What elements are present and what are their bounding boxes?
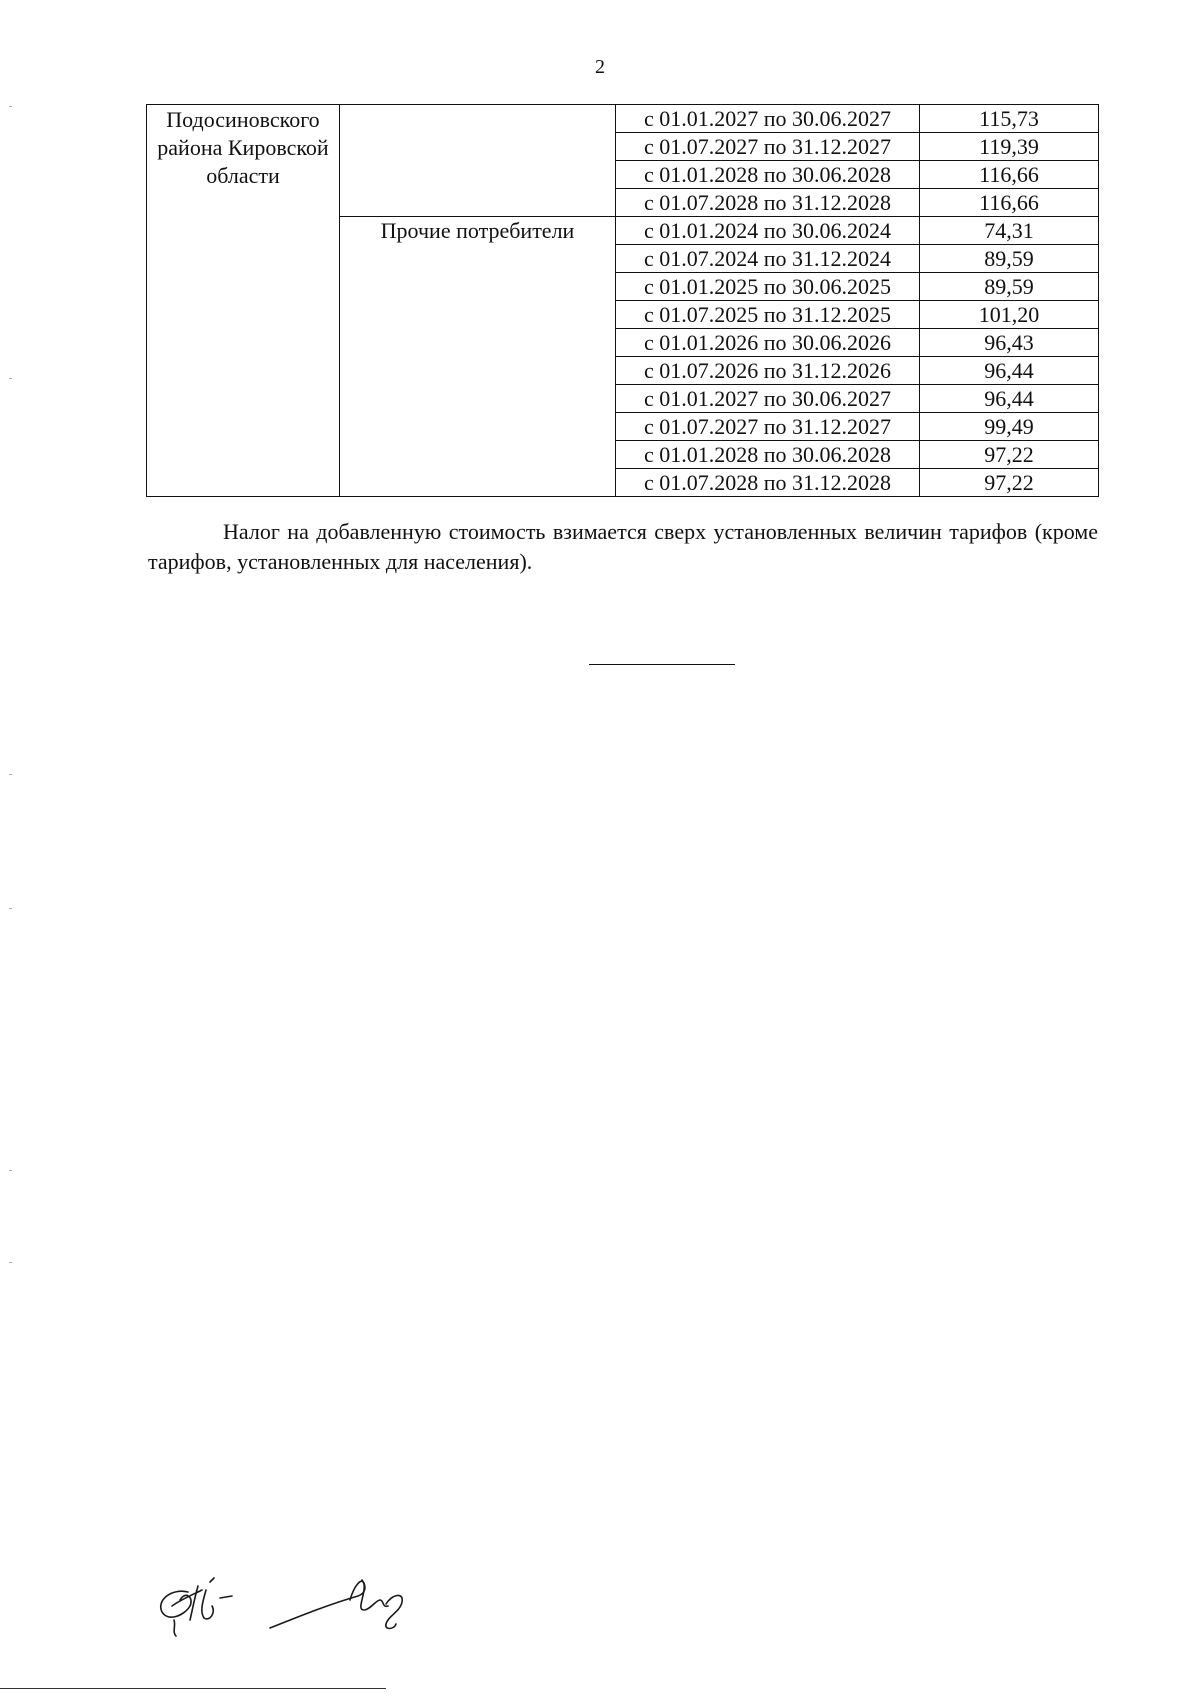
tariff-value-cell: 116,66 <box>920 189 1099 217</box>
tariff-value-cell: 101,20 <box>920 301 1099 329</box>
tariff-value-cell: 96,44 <box>920 357 1099 385</box>
tariff-value-cell: 115,73 <box>920 105 1099 133</box>
period-cell: с 01.01.2028 по 30.06.2028 <box>616 441 920 469</box>
page-number: 2 <box>595 56 605 78</box>
signature-marks <box>150 1560 430 1640</box>
period-cell: с 01.01.2024 по 30.06.2024 <box>616 217 920 245</box>
tariff-value-cell: 89,59 <box>920 273 1099 301</box>
period-cell: с 01.01.2028 по 30.06.2028 <box>616 161 920 189</box>
tariff-value-cell: 96,44 <box>920 385 1099 413</box>
scan-margin-mark <box>9 106 12 107</box>
consumer-group-cell <box>340 105 616 217</box>
tariff-value-cell: 89,59 <box>920 245 1099 273</box>
consumer-group-cell: Прочие потребители <box>340 217 616 497</box>
period-cell: с 01.07.2026 по 31.12.2026 <box>616 357 920 385</box>
period-cell: с 01.07.2025 по 31.12.2025 <box>616 301 920 329</box>
tariff-table <box>146 104 1099 497</box>
tariff-value-cell: 97,22 <box>920 441 1099 469</box>
period-cell: с 01.07.2028 по 31.12.2028 <box>616 469 920 497</box>
period-cell: с 01.07.2027 по 31.12.2027 <box>616 133 920 161</box>
period-cell: с 01.07.2027 по 31.12.2027 <box>616 413 920 441</box>
scan-margin-mark <box>9 774 12 775</box>
period-cell: с 01.01.2027 по 30.06.2027 <box>616 385 920 413</box>
period-cell: с 01.01.2025 по 30.06.2025 <box>616 273 920 301</box>
scan-margin-mark <box>9 1170 12 1171</box>
scan-margin-mark <box>9 908 12 909</box>
footer-rule <box>0 1688 386 1689</box>
period-cell: с 01.07.2024 по 31.12.2024 <box>616 245 920 273</box>
table-row <box>147 105 1099 133</box>
tariff-value-cell: 74,31 <box>920 217 1099 245</box>
tariff-value-cell: 97,22 <box>920 469 1099 497</box>
period-cell: с 01.01.2026 по 30.06.2026 <box>616 329 920 357</box>
tariff-value-cell: 119,39 <box>920 133 1099 161</box>
period-cell: с 01.07.2028 по 31.12.2028 <box>616 189 920 217</box>
period-cell: с 01.01.2027 по 30.06.2027 <box>616 105 920 133</box>
end-of-document-rule <box>589 664 735 665</box>
region-cell: Подосиновского района Кировской области <box>147 105 340 497</box>
vat-note: Налог на добавленную стоимость взимается сверх установленных величин тарифов (кроме тарифов, установленных для населения). <box>148 519 1098 574</box>
scan-margin-mark <box>9 1262 12 1263</box>
scan-margin-mark <box>9 378 12 379</box>
tariff-value-cell: 99,49 <box>920 413 1099 441</box>
tariff-value-cell: 96,43 <box>920 329 1099 357</box>
tariff-value-cell: 116,66 <box>920 161 1099 189</box>
